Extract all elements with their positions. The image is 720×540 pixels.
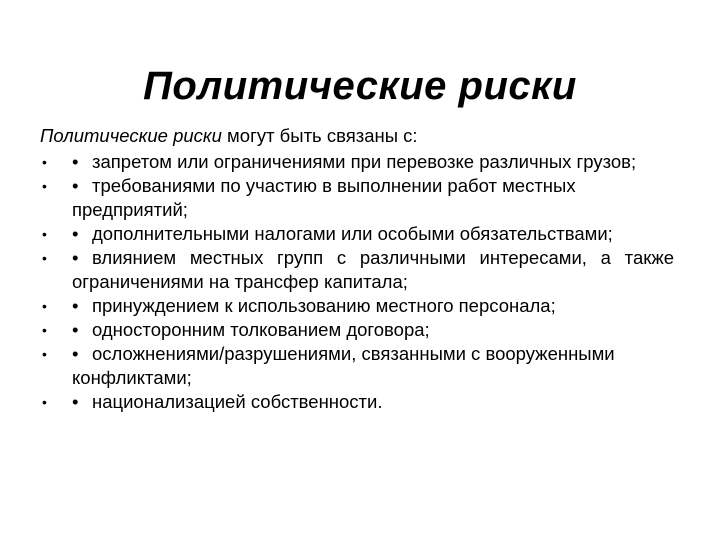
list-item: [40, 150, 674, 174]
bullet-icon: •: [42, 178, 47, 194]
list-item: [40, 174, 674, 222]
bullet-icon: •: [42, 322, 47, 338]
slide-body: [40, 124, 674, 414]
list-item-text: дополнительными налогами или особыми обязательствами;: [92, 223, 613, 244]
intro-rest: могут быть связаны с:: [221, 125, 418, 146]
list-item-text: запретом или ограничениями при перевозке различных грузов;: [92, 151, 637, 172]
list-item: [40, 342, 674, 390]
intro-line: [40, 124, 674, 148]
list-item: [40, 318, 674, 342]
inline-dot-icon: •: [72, 391, 79, 412]
bullet-icon: •: [42, 250, 47, 266]
bullet-icon: •: [42, 346, 47, 362]
inline-dot-icon: •: [72, 175, 79, 196]
list-item-text: национализацией собственности.: [92, 391, 383, 412]
list-item: [40, 390, 674, 414]
list-item-text: требованиями по участию в выполнении работ местных предприятий;: [72, 175, 576, 220]
risk-list: [40, 150, 674, 414]
inline-dot-icon: •: [72, 343, 79, 364]
bullet-icon: •: [42, 154, 47, 170]
inline-dot-icon: •: [72, 319, 79, 340]
inline-dot-icon: •: [72, 151, 79, 172]
inline-dot-icon: •: [72, 247, 79, 268]
bullet-icon: •: [42, 298, 47, 314]
inline-dot-icon: •: [72, 295, 79, 316]
bullet-icon: •: [42, 226, 47, 242]
slide-title: Политические риски: [143, 64, 577, 108]
intro-emphasis: Политические риски: [40, 125, 222, 146]
list-item-text: влиянием местных групп с различными интересами, а также ограничениями на трансфер капитала;: [72, 247, 674, 292]
inline-dot-icon: •: [72, 223, 79, 244]
list-item-text: осложнениями/разрушениями, связанными с вооруженными конфликтами;: [72, 343, 615, 388]
list-item: [40, 246, 674, 294]
list-item: [40, 294, 674, 318]
list-item-text: односторонним толкованием договора;: [92, 319, 430, 340]
bullet-icon: •: [42, 394, 47, 410]
list-item: [40, 222, 674, 246]
list-item-text: принуждением к использованию местного персонала;: [92, 295, 556, 316]
